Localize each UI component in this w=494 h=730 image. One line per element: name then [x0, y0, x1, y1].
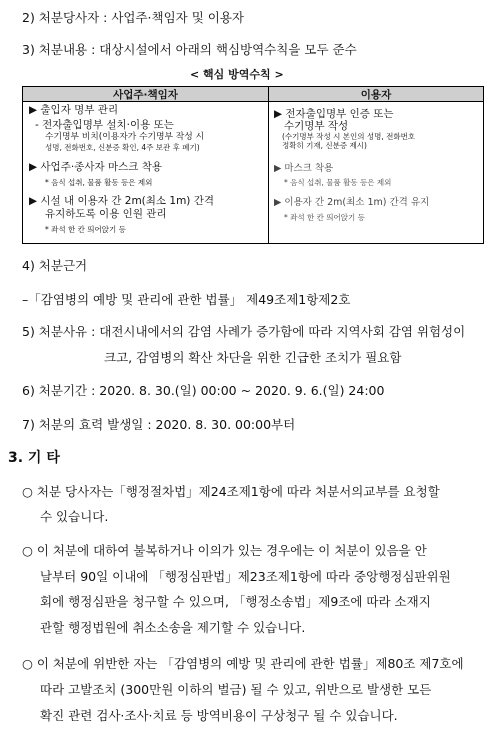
section-etc-title: 3. 기 타	[8, 450, 60, 466]
user-rule-3-note: * 좌석 한 칸 띄어앉기 등	[284, 213, 365, 222]
section-4-detail: –「감염병의 예방 및 관리에 관한 법률」 제49조제1항제2호	[22, 292, 351, 307]
table-header	[23, 87, 483, 102]
user-rule-1c: (수기명부 작성 시 본인의 성명, 전화번호	[282, 132, 416, 141]
user-rule-1: ▶ 전자출입명부 인증 또는	[274, 108, 394, 120]
bullet-2-line-1: ○ 이 처분에 대하여 불복하거나 이의가 있는 경우에는 이 처분이 있음을 안	[22, 543, 427, 558]
owner-rule-1b: 수기명부 비치(이용자가 수기명부 작성 시	[45, 132, 205, 142]
section-3: 3) 처분내용 : 대상시설에서 아래의 핵심방역수칙을 모두 준수	[22, 42, 357, 57]
bullet-3-line-3: 확진 관련 검사·조사·치료 등 방역비용이 구상청구 될 수 있습니다.	[40, 708, 398, 723]
owner-rule-1a: - 전자출입명부 설치·이용 또는	[35, 119, 174, 131]
section-5-line-1: 5) 처분사유 : 대전시내에서의 감염 사례가 증가함에 따라 지역사회 감염 위험성이	[22, 324, 466, 339]
bullet-1-line-2: 수 있습니다.	[40, 509, 109, 524]
owner-rule-2-note: * 음식 섭취, 물품 활동 등은 제외	[45, 178, 153, 187]
user-rule-2-note: * 음식 섭취, 물품 활동 등은 제외	[284, 178, 392, 187]
section-5-line-2: 크고, 감염병의 확산 차단을 위한 긴급한 조치가 필요함	[104, 350, 402, 365]
section-2: 2) 처분당사자 : 사업주·책임자 및 이용자	[22, 10, 245, 25]
bullet-1-line-1: ○ 처분 당사자는「행정절차법」제24조제1항에 따라 처분서의교부를 요청할	[22, 484, 440, 499]
bullet-2-line-3: 회에 행정심판을 청구할 수 있으며, 「행정소송법」제9조에 따라 소재지	[40, 594, 431, 609]
rules-table	[22, 86, 484, 244]
owner-rule-3: ▶ 시설 내 이용자 간 2m(최소 1m) 간격	[29, 195, 215, 207]
bullet-2-line-4: 관할 행정법원에 취소소송을 제기할 수 있습니다.	[40, 620, 306, 635]
section-4: 4) 처분근거	[22, 258, 88, 273]
section-7: 7) 처분의 효력 발생일 : 2020. 8. 30. 00:00부터	[22, 417, 296, 432]
owner-rule-3-note: * 좌석 한 칸 띄어앉기 등	[45, 225, 126, 234]
user-rule-1b: 수기명부 작성	[284, 120, 349, 132]
owner-column	[23, 101, 269, 243]
user-rule-2: ▶ 마스크 착용	[274, 163, 334, 174]
user-rule-1d: 정확히 기재, 신분증 제시)	[282, 141, 367, 150]
owner-rule-1c: 성명, 전화번호, 신분증 확인, 4주 보관 후 폐기)	[45, 143, 200, 152]
user-column	[268, 101, 483, 243]
header-right: 이용자	[360, 88, 392, 101]
section-6: 6) 처분기간 : 2020. 8. 30.(일) 00:00 ~ 2020. 9. 6.(일) 24:00	[22, 383, 385, 398]
bullet-3-line-1: ○ 이 처분에 위반한 자는 「감염병의 예방 및 관리에 관한 법률」제80조 제7호에	[22, 656, 464, 671]
header-left: 사업주·책임자	[23, 87, 269, 101]
owner-rule-3b: 유지하도록 이용 인원 관리	[45, 208, 167, 220]
rules-title: < 핵심 방역수칙 >	[190, 68, 284, 81]
bullet-3-line-2: 따라 고발조치 (300만원 이하의 벌금) 될 수 있고, 위반으로 발생한 모든	[40, 682, 432, 697]
owner-rule-2: ▶ 사업주·종사자 마스크 착용	[29, 161, 162, 173]
owner-rule-1: ▶ 출입자 명부 관리	[29, 104, 119, 116]
user-rule-3: ▶ 이용자 간 2m(최소 1m) 간격 유지	[274, 197, 430, 208]
bullet-2-line-2: 날부터 90일 이내에 「행정심판법」제23조제1항에 따라 중앙행정심판위원	[40, 569, 451, 584]
